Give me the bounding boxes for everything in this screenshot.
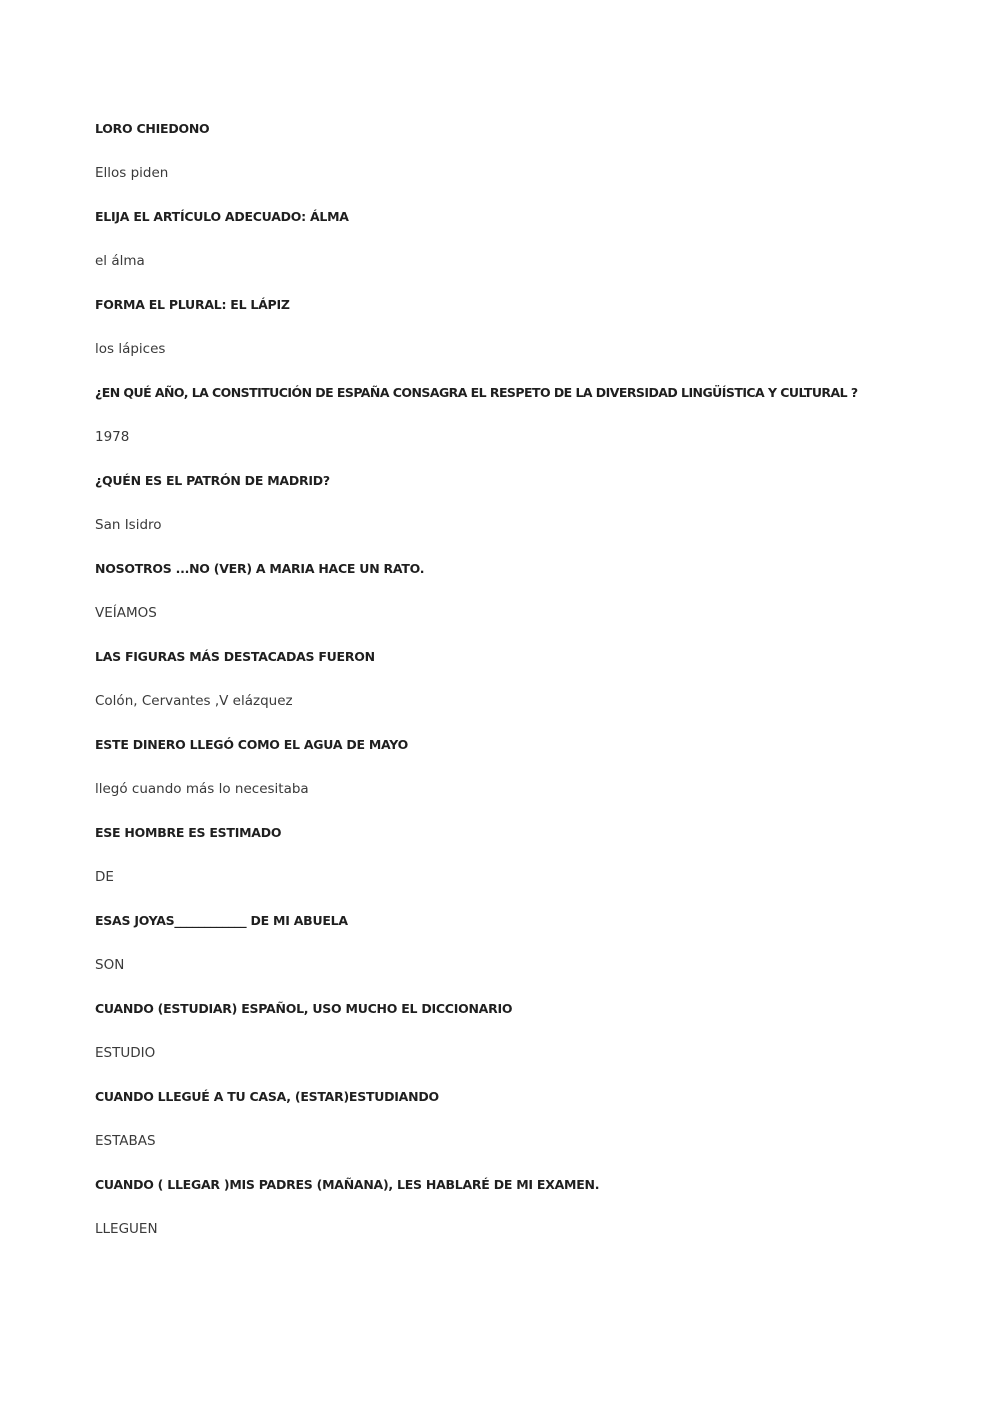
question-text: ELIJA EL ARTÍCULO ADECUADO: ÁLMA <box>95 209 349 224</box>
answer-text: ESTUDIO <box>95 1045 156 1061</box>
question-text: ¿QUÉN ES EL PATRÓN DE MADRID? <box>95 473 330 488</box>
question-text: CUANDO ( LLEGAR )MIS PADRES (MAÑANA), LES HABLARÉ DE MI EXAMEN. <box>95 1177 600 1192</box>
document-page <box>95 119 975 1263</box>
question-text: NOSOTROS ...NO (VER) A MARIA HACE UN RATO. <box>95 561 425 576</box>
question-text: ESTE DINERO LLEGÓ COMO EL AGUA DE MAYO <box>95 737 409 752</box>
answer-text: 1978 <box>95 429 130 445</box>
answer-text: VEÍAMOS <box>95 605 157 621</box>
answer-text: DE <box>95 869 114 885</box>
answer-text: el álma <box>95 253 145 269</box>
question-text: FORMA EL PLURAL: EL LÁPIZ <box>95 297 290 312</box>
answer-text: los lápices <box>95 341 166 357</box>
question-text: LAS FIGURAS MÁS DESTACADAS FUERON <box>95 649 375 664</box>
answer-text: SON <box>95 957 125 973</box>
question-text: ESE HOMBRE ES ESTIMADO <box>95 825 282 840</box>
question-text: ESAS JOYAS____________ DE MI ABUELA <box>95 913 348 928</box>
answer-text: Colón, Cervantes ,V elázquez <box>95 693 293 709</box>
answer-text: llegó cuando más lo necesitaba <box>95 781 309 797</box>
answer-text: San Isidro <box>95 517 162 533</box>
answer-text: ESTABAS <box>95 1133 156 1149</box>
answer-text: LLEGUEN <box>95 1221 158 1237</box>
question-text: ¿EN QUÉ AÑO, LA CONSTITUCIÓN DE ESPAÑA CONSAGRA EL RESPETO DE LA DIVERSIDAD LINGÜÍSTICA Y CULTURAL ? <box>95 385 858 400</box>
question-text: CUANDO (ESTUDIAR) ESPAÑOL, USO MUCHO EL DICCIONARIO <box>95 1001 513 1016</box>
answer-text: Ellos piden <box>95 165 169 181</box>
question-text: LORO CHIEDONO <box>95 121 210 136</box>
question-text: CUANDO LLEGUÉ A TU CASA, (ESTAR)ESTUDIANDO <box>95 1089 439 1104</box>
